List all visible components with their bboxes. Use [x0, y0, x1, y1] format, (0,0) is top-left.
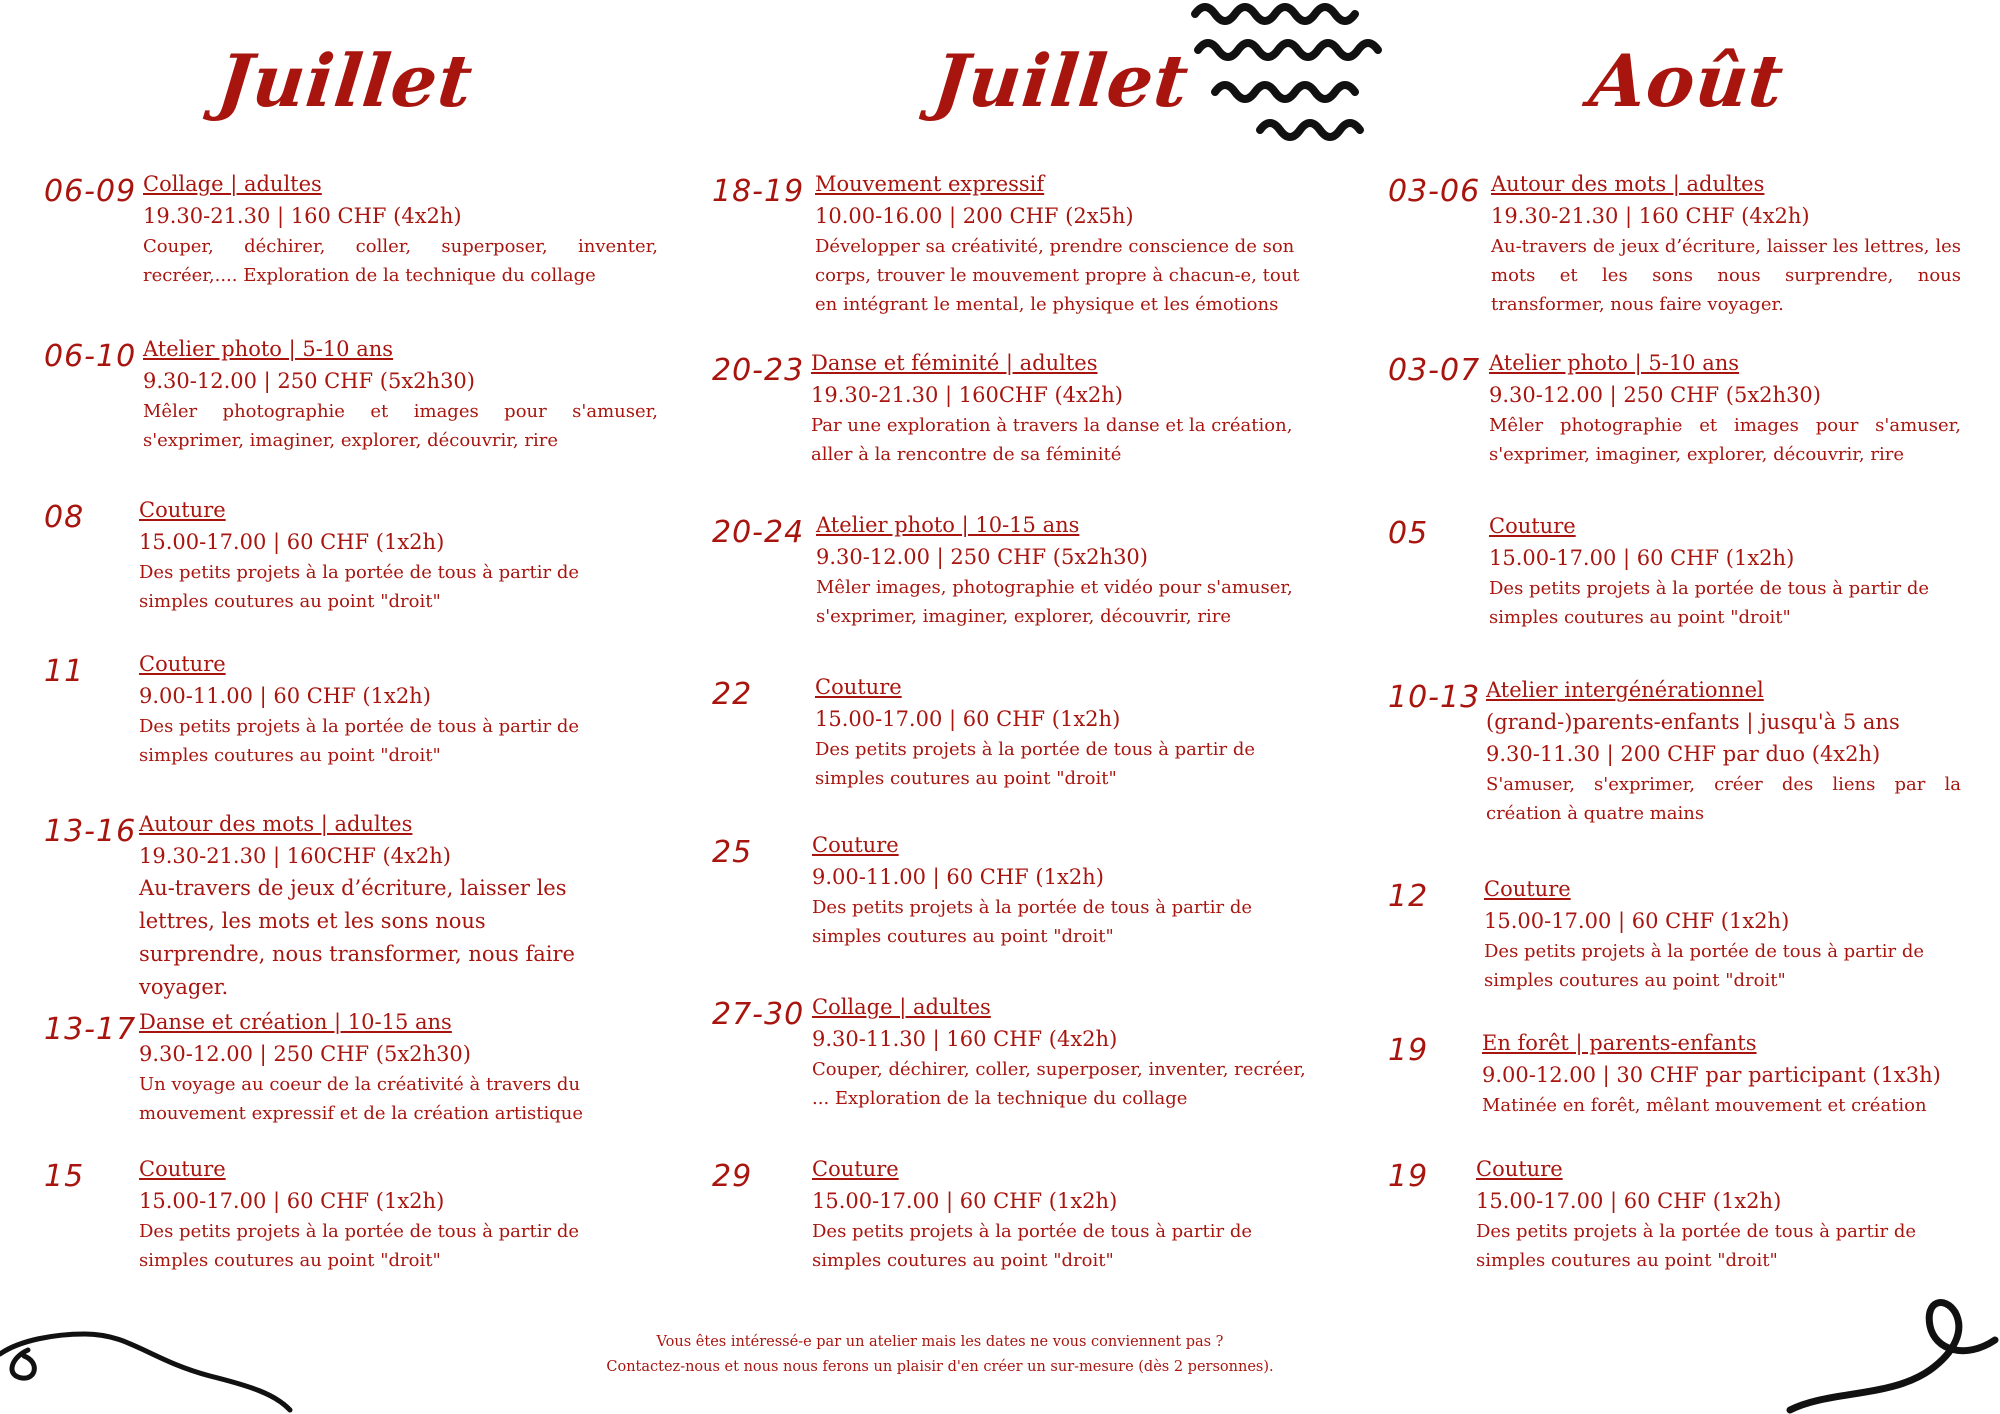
event-schedule-price: 15.00-17.00 | 60 CHF (1x2h) — [1476, 1189, 1782, 1213]
event-date: 10-13 — [1388, 680, 1481, 715]
event-title-link[interactable]: Atelier photo | 10-15 ans — [816, 513, 1080, 537]
event-schedule-price: 9.30-11.30 | 200 CHF par duo (4x2h) — [1486, 742, 1881, 766]
event-title-link[interactable]: Couture — [812, 833, 899, 857]
event-description: Couper, déchirer, coller, superposer, inventer, recréer,.... Exploration de la technique du collage — [143, 236, 658, 286]
event-schedule-price: 19.30-21.30 | 160CHF (4x2h) — [811, 383, 1123, 407]
event-date: 03-06 — [1388, 174, 1481, 209]
event-date: 29 — [712, 1159, 753, 1194]
event-schedule-price: 15.00-17.00 | 60 CHF (1x2h) — [812, 1189, 1118, 1213]
event-schedule-price: 15.00-17.00 | 60 CHF (1x2h) — [1489, 546, 1795, 570]
event-schedule-price: 19.30-21.30 | 160 CHF (4x2h) — [1491, 204, 1810, 228]
event-description: Au-travers de jeux d’écriture, laisser les lettres, les mots et les sons nous surprendre, nous transformer, nous faire voyager. — [139, 876, 575, 999]
event-title-link[interactable]: Danse et création | 10-15 ans — [139, 1010, 452, 1034]
event-schedule-price: 9.30-11.30 | 160 CHF (4x2h) — [812, 1027, 1118, 1051]
event-title-link[interactable]: Mouvement expressif — [815, 172, 1045, 196]
event-description: Au-travers de jeux d’écriture, laisser les lettres, les mots et les sons nous surprendre, nous transformer, nous faire voyager. — [1491, 236, 1961, 315]
event-title-link[interactable]: Couture — [1489, 514, 1576, 538]
event-date: 05 — [1388, 516, 1429, 551]
event-date: 18-19 — [712, 174, 805, 209]
event-date: 19 — [1388, 1159, 1429, 1194]
event-description: Des petits projets à la portée de tous à partir de simples coutures au point "droit" — [812, 897, 1252, 947]
event-title-link[interactable]: Atelier photo | 5-10 ans — [143, 337, 394, 361]
event-description: Un voyage au coeur de la créativité à travers du mouvement expressif et de la création artistique — [139, 1074, 584, 1124]
event-title-link[interactable]: Atelier photo | 5-10 ans — [1489, 351, 1740, 375]
event-title-link[interactable]: Collage | adultes — [143, 172, 322, 196]
month-heading-july-1: Juillet — [213, 38, 478, 123]
event-date: 22 — [712, 677, 753, 712]
event-title-link[interactable]: Danse et féminité | adultes — [811, 351, 1098, 375]
event-description: Matinée en forêt, mêlant mouvement et création — [1482, 1095, 1927, 1116]
event-title-link[interactable]: Couture — [815, 675, 902, 699]
month-heading-july-2: Juillet — [929, 38, 1194, 123]
event-description: Des petits projets à la portée de tous à partir de simples coutures au point "droit" — [1476, 1221, 1916, 1271]
event-date: 13-16 — [44, 814, 137, 849]
event-date: 08 — [44, 500, 85, 535]
event-description: Des petits projets à la portée de tous à partir de simples coutures au point "droit" — [139, 562, 579, 612]
event-date: 06-09 — [44, 174, 137, 209]
event-title-link[interactable]: En forêt | parents-enfants — [1482, 1031, 1757, 1055]
event-schedule-price: 9.00-11.00 | 60 CHF (1x2h) — [139, 684, 431, 708]
event-title-link[interactable]: Autour des mots | adultes — [1491, 172, 1765, 196]
event-title-link[interactable]: Couture — [139, 498, 226, 522]
event-description: Des petits projets à la portée de tous à partir de simples coutures au point "droit" — [815, 739, 1255, 789]
event-title-link[interactable]: Atelier intergénérationnel — [1486, 678, 1764, 702]
event-schedule-price: 19.30-21.30 | 160CHF (4x2h) — [139, 844, 451, 868]
event-date: 06-10 — [44, 339, 137, 374]
event-title-link[interactable]: Couture — [139, 652, 226, 676]
event-date: 15 — [44, 1159, 85, 1194]
event-title-link[interactable]: Couture — [812, 1157, 899, 1181]
event-description: Des petits projets à la portée de tous à partir de simples coutures au point "droit" — [139, 716, 579, 766]
footer-line-1: Vous êtes intéressé-e par un atelier mais les dates ne vous conviennent pas ? — [656, 1334, 1224, 1350]
event-title-link[interactable]: Autour des mots | adultes — [139, 812, 413, 836]
event-date: 25 — [712, 835, 753, 870]
footer-line-2: Contactez-nous et nous nous ferons un plaisir d'en créer un sur-mesure (dès 2 personnes). — [606, 1359, 1274, 1375]
event-schedule-price: 9.30-12.00 | 250 CHF (5x2h30) — [139, 1042, 471, 1066]
event-schedule-price: 15.00-17.00 | 60 CHF (1x2h) — [139, 530, 445, 554]
event-schedule-price: 10.00-16.00 | 200 CHF (2x5h) — [815, 204, 1134, 228]
wavy-lines-decoration — [1190, 0, 1450, 150]
event-schedule-price: 9.00-11.00 | 60 CHF (1x2h) — [812, 865, 1104, 889]
event-description: Couper, déchirer, coller, superposer, inventer, recréer, ... Exploration de la technique du collage — [812, 1059, 1306, 1109]
event-title-link[interactable]: Couture — [1484, 877, 1571, 901]
event-title-link[interactable]: Collage | adultes — [812, 995, 991, 1019]
event-description: Par une exploration à travers la danse et la création, aller à la rencontre de sa féminité — [811, 415, 1293, 465]
event-schedule-price: 9.30-12.00 | 250 CHF (5x2h30) — [816, 545, 1148, 569]
event-date: 13-17 — [44, 1012, 137, 1047]
event-date: 20-24 — [712, 515, 805, 550]
footer-note — [560, 1330, 1320, 1380]
event-date: 11 — [44, 654, 85, 689]
event-schedule-price: 9.30-12.00 | 250 CHF (5x2h30) — [1489, 383, 1821, 407]
event-date: 12 — [1388, 879, 1429, 914]
event-date: 19 — [1388, 1033, 1429, 1068]
event-schedule-price: 15.00-17.00 | 60 CHF (1x2h) — [139, 1189, 445, 1213]
swirl-left-decoration — [0, 1320, 300, 1414]
event-description: Des petits projets à la portée de tous à partir de simples coutures au point "droit" — [1489, 578, 1929, 628]
event-description: Des petits projets à la portée de tous à partir de simples coutures au point "droit" — [1484, 941, 1924, 991]
event-description: Mêler photographie et images pour s'amuser, s'exprimer, imaginer, explorer, découvrir, rire — [143, 401, 658, 451]
month-heading-august: Août — [1585, 38, 1788, 123]
event-schedule-price: 9.00-12.00 | 30 CHF par participant (1x3h) — [1482, 1063, 1941, 1087]
event-schedule-price: 15.00-17.00 | 60 CHF (1x2h) — [815, 707, 1121, 731]
event-date: 27-30 — [712, 997, 805, 1032]
event-audience: (grand-)parents-enfants | jusqu'à 5 ans — [1486, 710, 1900, 734]
event-description: Mêler images, photographie et vidéo pour s'amuser, s'exprimer, imaginer, explorer, découvrir, rire — [816, 577, 1293, 627]
event-title-link[interactable]: Couture — [1476, 1157, 1563, 1181]
event-schedule-price: 15.00-17.00 | 60 CHF (1x2h) — [1484, 909, 1790, 933]
event-schedule-price: 9.30-12.00 | 250 CHF (5x2h30) — [143, 369, 475, 393]
swirl-right-decoration — [1780, 1290, 2000, 1414]
event-date: 20-23 — [712, 353, 805, 388]
event-description: S'amuser, s'exprimer, créer des liens par la création à quatre mains — [1486, 774, 1961, 824]
event-description: Des petits projets à la portée de tous à partir de simples coutures au point "droit" — [812, 1221, 1252, 1271]
event-schedule-price: 19.30-21.30 | 160 CHF (4x2h) — [143, 204, 462, 228]
event-title-link[interactable]: Couture — [139, 1157, 226, 1181]
event-date: 03-07 — [1388, 353, 1481, 388]
event-description: Développer sa créativité, prendre conscience de son corps, trouver le mouvement propre à chacun-e, tout en intégrant le mental, le physique et les émotions — [815, 236, 1300, 315]
event-description: Des petits projets à la portée de tous à partir de simples coutures au point "droit" — [139, 1221, 579, 1271]
event-description: Mêler photographie et images pour s'amuser, s'exprimer, imaginer, explorer, découvrir, rire — [1489, 415, 1961, 465]
